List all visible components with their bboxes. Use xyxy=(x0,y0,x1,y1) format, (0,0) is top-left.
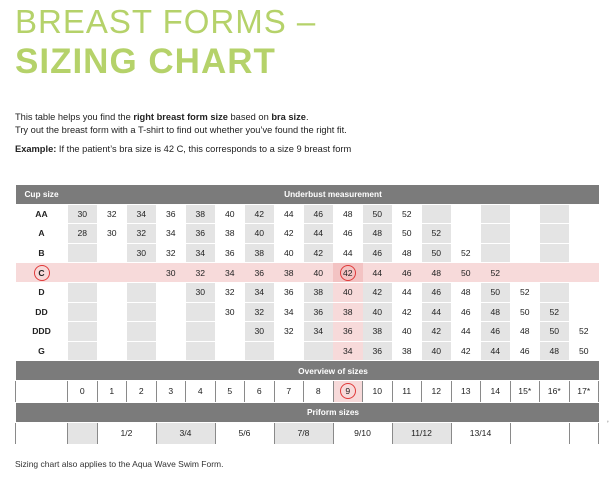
cup-label-aa: AA xyxy=(16,204,68,224)
table-cell: 38 xyxy=(245,243,275,263)
priform-header: Priform sizes xyxy=(68,402,599,422)
table-cell: 30 xyxy=(245,322,275,342)
table-cell xyxy=(215,341,245,361)
table-cell: 52 xyxy=(569,322,599,342)
table-cell: 44 xyxy=(451,322,481,342)
table-cell: 32 xyxy=(156,243,186,263)
table-cell xyxy=(569,224,599,244)
table-cell: 52 xyxy=(540,302,570,322)
size-cell: 10 xyxy=(363,380,393,402)
table-cell: 50 xyxy=(451,263,481,283)
table-cell xyxy=(569,263,599,283)
table-cell: 36 xyxy=(215,243,245,263)
table-cell: 42 xyxy=(451,341,481,361)
table-cell: 30 xyxy=(156,263,186,283)
table-cell: 48 xyxy=(481,302,511,322)
table-cell: 34 xyxy=(215,263,245,283)
table-cell: 38 xyxy=(304,282,334,302)
table-cell xyxy=(97,282,127,302)
table-cell: 48 xyxy=(392,243,422,263)
cup-label-d: D xyxy=(16,282,68,302)
priform-cell: 11/12 xyxy=(392,422,451,444)
table-row xyxy=(16,204,599,224)
table-cell: 46 xyxy=(510,341,540,361)
table-cell: 50 xyxy=(510,302,540,322)
table-cell: 32 xyxy=(127,224,157,244)
table-cell: 48 xyxy=(451,282,481,302)
table-cell: 42 xyxy=(245,204,275,224)
table-cell xyxy=(481,224,511,244)
table-cell: 32 xyxy=(245,302,275,322)
cup-size-header: Cup size xyxy=(16,185,68,204)
table-cell xyxy=(156,302,186,322)
table-cell xyxy=(481,243,511,263)
overview-bar-left xyxy=(16,361,68,381)
size-cell xyxy=(333,380,363,402)
overview-bar-row xyxy=(16,361,599,381)
table-cell: 44 xyxy=(481,341,511,361)
table-cell xyxy=(68,322,98,342)
highlight-circle: 9 xyxy=(340,383,356,399)
cup-label-ddd: DDD xyxy=(16,322,68,342)
table-cell: 30 xyxy=(215,302,245,322)
table-cell: 52 xyxy=(451,243,481,263)
table-row xyxy=(16,263,599,283)
highlight-circle: 42 xyxy=(340,265,356,281)
priform-row-label xyxy=(16,422,68,444)
size-cell: 15* xyxy=(510,380,540,402)
table-cell: 40 xyxy=(333,282,363,302)
size-cell: 13 xyxy=(451,380,481,402)
size-cell: 2 xyxy=(127,380,157,402)
table-cell xyxy=(68,263,98,283)
table-cell xyxy=(68,341,98,361)
table-cell xyxy=(186,302,216,322)
size-cell: 11 xyxy=(392,380,422,402)
size-cell: 4 xyxy=(186,380,216,402)
table-cell xyxy=(569,302,599,322)
table-cell: 42 xyxy=(422,322,452,342)
table-cell: 52 xyxy=(392,204,422,224)
size-cell: 12 xyxy=(422,380,452,402)
table-cell xyxy=(510,224,540,244)
table-cell: 46 xyxy=(333,224,363,244)
table-cell: 48 xyxy=(422,263,452,283)
table-cell: 38 xyxy=(333,302,363,322)
table-cell: 42 xyxy=(392,302,422,322)
table-cell xyxy=(451,224,481,244)
priform-bar-row xyxy=(16,402,599,422)
table-cell xyxy=(97,263,127,283)
table-cell: 44 xyxy=(304,224,334,244)
table-cell: 42 xyxy=(274,224,304,244)
table-cell: 36 xyxy=(245,263,275,283)
table-cell: 38 xyxy=(392,341,422,361)
table-cell xyxy=(97,341,127,361)
intro-text xyxy=(15,111,347,137)
table-row xyxy=(16,341,599,361)
table-cell xyxy=(540,263,570,283)
table-row xyxy=(16,243,599,263)
table-cell xyxy=(481,204,511,224)
table-cell xyxy=(68,243,98,263)
table-cell: 50 xyxy=(569,341,599,361)
table-cell: 36 xyxy=(363,341,393,361)
table-cell: 40 xyxy=(422,341,452,361)
table-cell xyxy=(422,204,452,224)
underbust-header: Underbust measurement xyxy=(68,185,599,204)
table-cell: 30 xyxy=(68,204,98,224)
priform-row xyxy=(16,422,599,444)
table-cell: 48 xyxy=(363,224,393,244)
table-cell xyxy=(186,322,216,342)
sizes-row-label xyxy=(16,380,68,402)
size-cell: 0 xyxy=(68,380,98,402)
table-cell: 36 xyxy=(333,322,363,342)
table-cell xyxy=(186,341,216,361)
intro-line-2: Try out the breast form with a T-shirt to find out whether you’ve found the right fit. xyxy=(15,125,347,135)
table-cell: 46 xyxy=(481,322,511,342)
table-cell: 44 xyxy=(274,204,304,224)
table-cell: 46 xyxy=(304,204,334,224)
table-cell: 30 xyxy=(97,224,127,244)
table-cell xyxy=(97,243,127,263)
table-cell xyxy=(569,204,599,224)
table-cell: 38 xyxy=(215,224,245,244)
priform-cell: 7/8 xyxy=(274,422,333,444)
table-cell: 36 xyxy=(156,204,186,224)
table-cell: 40 xyxy=(245,224,275,244)
table-cell: 30 xyxy=(186,282,216,302)
size-cell: 5 xyxy=(215,380,245,402)
title-line-2: SIZING CHART xyxy=(15,42,276,81)
table-cell: 40 xyxy=(363,302,393,322)
table-cell: 46 xyxy=(422,282,452,302)
table-cell: 32 xyxy=(274,322,304,342)
table-cell: 34 xyxy=(304,322,334,342)
footer-note: Sizing chart also applies to the Aqua Wave Swim Form. xyxy=(15,459,224,469)
table-cell: 36 xyxy=(274,282,304,302)
table-cell xyxy=(68,282,98,302)
size-cell: 17* xyxy=(569,380,599,402)
table-cell xyxy=(127,302,157,322)
size-cell: 8 xyxy=(304,380,334,402)
table-cell: 44 xyxy=(422,302,452,322)
cup-label-g: G xyxy=(16,341,68,361)
table-cell: 48 xyxy=(510,322,540,342)
table-cell xyxy=(97,322,127,342)
size-cell: 7 xyxy=(274,380,304,402)
cup-label-dd: DD xyxy=(16,302,68,322)
intro-line-1: This table helps you find the right breast form size based on bra size. xyxy=(15,112,309,122)
table-cell xyxy=(451,204,481,224)
table-cell xyxy=(215,322,245,342)
table-cell: 52 xyxy=(481,263,511,283)
table-cell: 44 xyxy=(333,243,363,263)
table-cell: 40 xyxy=(392,322,422,342)
table-cell xyxy=(510,263,540,283)
table-cell xyxy=(510,243,540,263)
table-cell xyxy=(127,282,157,302)
priform-cell-empty xyxy=(510,422,569,444)
table-row xyxy=(16,224,599,244)
cup-label-c xyxy=(16,263,68,283)
table-cell xyxy=(274,341,304,361)
table-cell: 34 xyxy=(156,224,186,244)
table-cell xyxy=(304,341,334,361)
sizes-row xyxy=(16,380,599,402)
highlight-circle: C xyxy=(34,265,50,281)
table-cell: 44 xyxy=(392,282,422,302)
table-cell: 46 xyxy=(451,302,481,322)
table-cell xyxy=(245,341,275,361)
table-cell: 40 xyxy=(215,204,245,224)
table-cell: 32 xyxy=(97,204,127,224)
priform-cell: 1/2 xyxy=(97,422,156,444)
table-cell: 34 xyxy=(245,282,275,302)
table-cell xyxy=(68,302,98,322)
table-cell xyxy=(156,322,186,342)
table-cell: 50 xyxy=(481,282,511,302)
table-cell: 38 xyxy=(363,322,393,342)
table-cell xyxy=(156,282,186,302)
table-cell: 46 xyxy=(363,243,393,263)
table-cell: 52 xyxy=(510,282,540,302)
table-cell: 38 xyxy=(186,204,216,224)
sizing-chart-table xyxy=(15,185,599,445)
table-cell xyxy=(127,263,157,283)
table-cell xyxy=(540,243,570,263)
table-cell xyxy=(510,204,540,224)
table-cell: 50 xyxy=(392,224,422,244)
table-cell: 36 xyxy=(304,302,334,322)
table-cell: 34 xyxy=(333,341,363,361)
table-cell xyxy=(127,322,157,342)
table-cell: 34 xyxy=(186,243,216,263)
table-cell xyxy=(540,282,570,302)
table-cell: 44 xyxy=(363,263,393,283)
table-cell: 50 xyxy=(422,243,452,263)
table-cell xyxy=(540,204,570,224)
priform-bar-left xyxy=(16,402,68,422)
priform-cell: 5/6 xyxy=(215,422,274,444)
cup-label-b: B xyxy=(16,243,68,263)
table-cell: 50 xyxy=(540,322,570,342)
table-row xyxy=(16,322,599,342)
table-cell xyxy=(97,302,127,322)
table-cell: 42 xyxy=(363,282,393,302)
table-cell xyxy=(333,263,363,283)
example-text: Example: If the patient’s bra size is 42 C, this corresponds to a size 9 breast form xyxy=(15,144,352,154)
size-cell: 16* xyxy=(540,380,570,402)
size-cell: 3 xyxy=(156,380,186,402)
cup-label-a: A xyxy=(16,224,68,244)
table-cell: 34 xyxy=(274,302,304,322)
header-row xyxy=(16,185,599,204)
table-cell: 38 xyxy=(274,263,304,283)
priform-cell: 9/10 xyxy=(333,422,392,444)
margin-mark: ʼ xyxy=(607,420,609,429)
table-cell: 42 xyxy=(304,243,334,263)
table-cell: 32 xyxy=(186,263,216,283)
table-cell xyxy=(569,243,599,263)
table-cell: 28 xyxy=(68,224,98,244)
table-cell: 40 xyxy=(274,243,304,263)
priform-cell: 13/14 xyxy=(451,422,510,444)
table-cell: 46 xyxy=(392,263,422,283)
table-cell xyxy=(127,341,157,361)
table-cell: 50 xyxy=(363,204,393,224)
table-cell: 52 xyxy=(422,224,452,244)
size-cell: 14 xyxy=(481,380,511,402)
table-cell: 48 xyxy=(540,341,570,361)
priform-cell-empty xyxy=(68,422,98,444)
table-cell: 36 xyxy=(186,224,216,244)
size-cell: 1 xyxy=(97,380,127,402)
table-cell: 40 xyxy=(304,263,334,283)
table-cell: 34 xyxy=(127,204,157,224)
title-line-1: BREAST FORMS – xyxy=(15,3,317,40)
priform-cell: 3/4 xyxy=(156,422,215,444)
table-row xyxy=(16,282,599,302)
priform-cell-empty xyxy=(569,422,599,444)
table-cell xyxy=(540,224,570,244)
overview-header: Overview of sizes xyxy=(68,361,599,381)
table-cell: 30 xyxy=(127,243,157,263)
table-cell: 32 xyxy=(215,282,245,302)
table-cell xyxy=(156,341,186,361)
table-cell: 48 xyxy=(333,204,363,224)
table-row xyxy=(16,302,599,322)
table-cell xyxy=(569,282,599,302)
size-cell: 6 xyxy=(245,380,275,402)
